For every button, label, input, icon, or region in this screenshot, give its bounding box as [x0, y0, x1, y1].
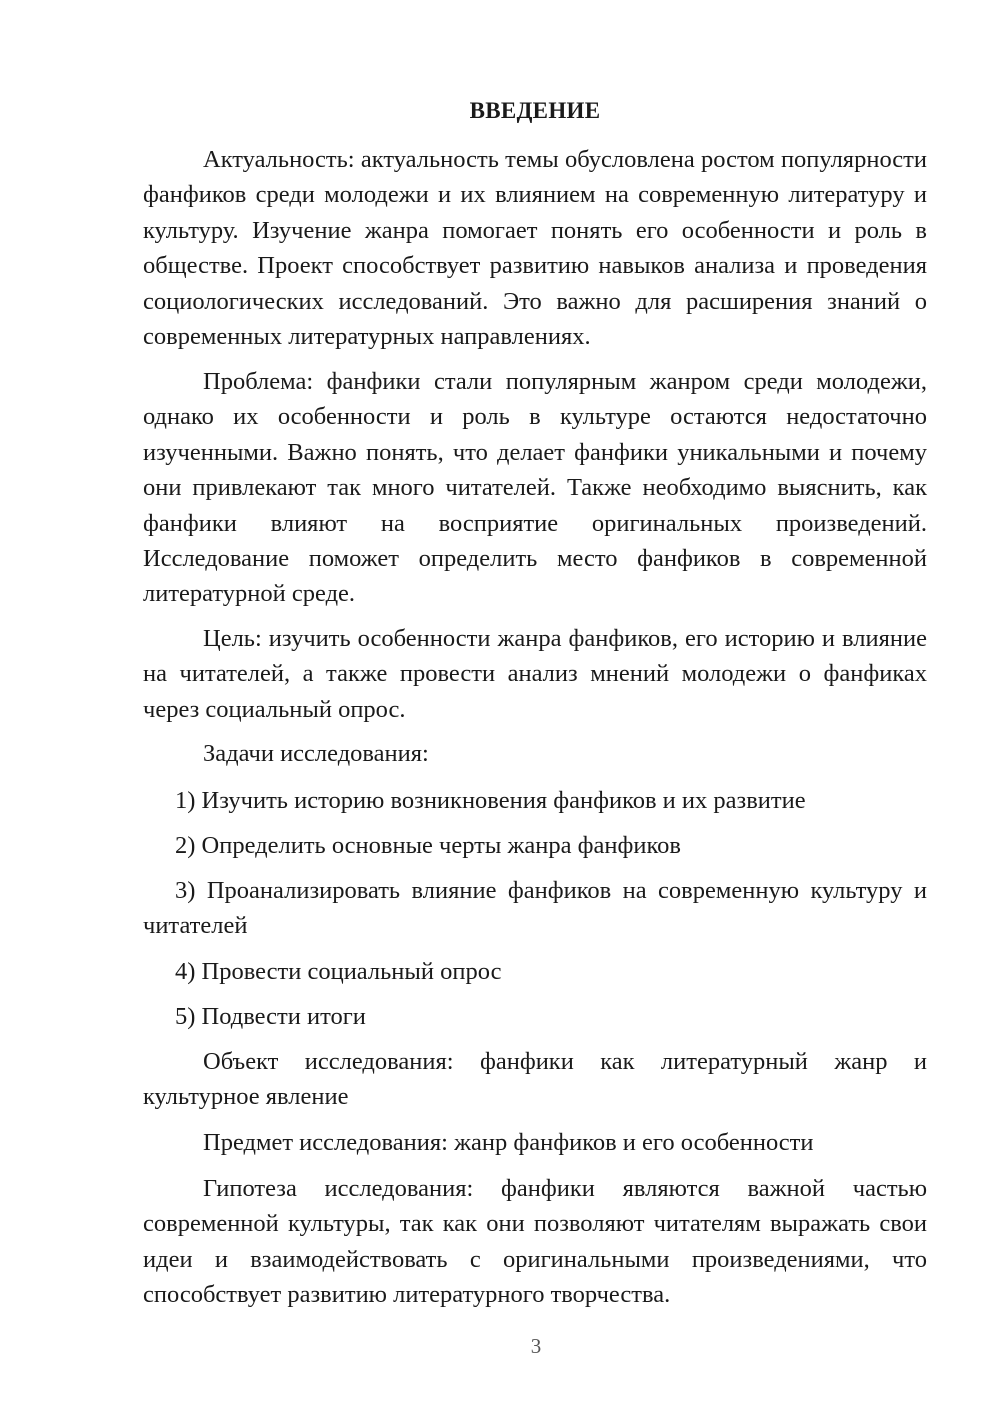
goal-paragraph: Цель: изучить особенности жанра фанфиков, его историю и влияние на читателей, а также провести анализ мнений молодежи о фанфиках через социальный опрос.: [143, 625, 927, 723]
relevance-paragraph: Актуальность: актуальность темы обусловлена ростом популярности фанфиков среди молодежи и их влиянием на современную литературу и культуру. Изучение жанра помогает понять его особенности и роль в обществе. Проект способствует развитию навыков анализа и проведения социологических исследований. Это важно для расширения знаний о современных литературных направлениях.: [143, 146, 927, 351]
page-number: 3: [530, 1334, 542, 1358]
task-item-5: 5) Подвести итоги: [175, 1003, 366, 1030]
hypothesis-paragraph: Гипотеза исследования: фанфики являются важной частью современной культуры, так как они позволяют читателям выражать свои идеи и взаимодействовать с оригинальными произведениями, что способствует развитию литературного творчества.: [143, 1175, 927, 1309]
task-item-2: 2) Определить основные черты жанра фанфиков: [175, 832, 681, 859]
section-heading: ВВЕДЕНИЕ: [469, 98, 601, 123]
problem-paragraph: Проблема: фанфики стали популярным жанром среди молодежи, однако их особенности и роль в культуре остаются недостаточно изученными. Важно понять, что делает фанфики уникальными и почему они привлекают так много читателей. Также необходимо выяснить, как фанфики влияют на восприятие оригинальных произведений. Исследование поможет определить место фанфиков в современной литературной среде.: [143, 368, 927, 608]
object-paragraph: Объект исследования: фанфики как литературный жанр и культурное явление: [143, 1048, 927, 1111]
task-item-1: 1) Изучить историю возникновения фанфиков и их развитие: [175, 787, 806, 814]
tasks-heading: Задачи исследования:: [203, 740, 429, 767]
subject-paragraph: Предмет исследования: жанр фанфиков и его особенности: [203, 1129, 814, 1156]
task-item-3: 3) Проанализировать влияние фанфиков на современную культуру и читателей: [143, 877, 927, 940]
task-item-4: 4) Провести социальный опрос: [175, 958, 502, 985]
